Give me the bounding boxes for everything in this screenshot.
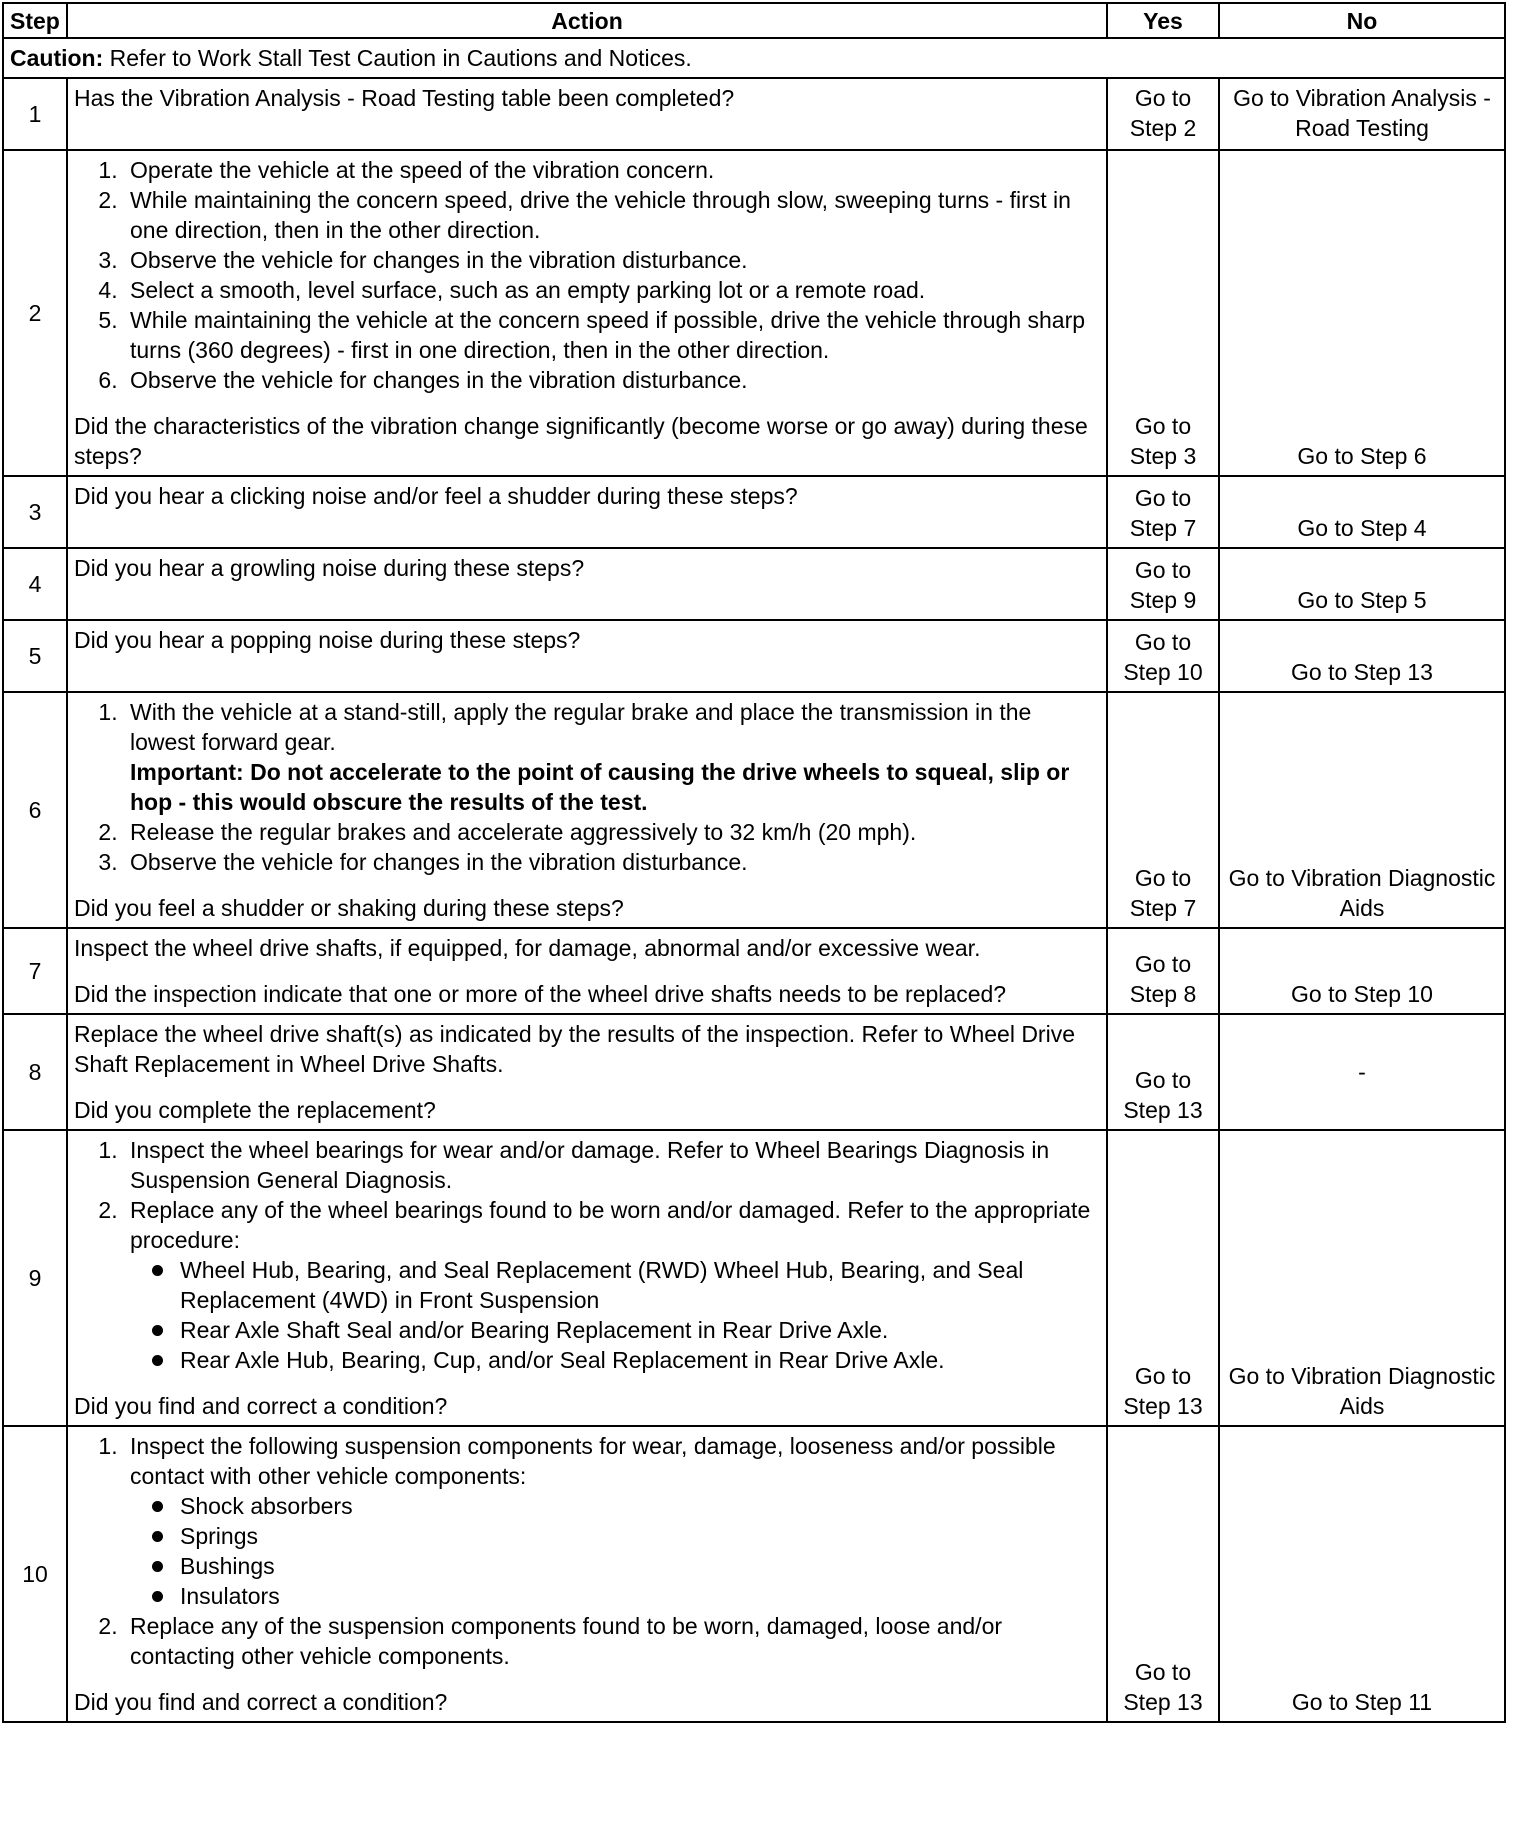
yes-link[interactable]: Go to Step 7	[1107, 692, 1219, 928]
no-link[interactable]: Go to Step 10	[1219, 928, 1505, 1014]
no-link[interactable]: Go to Vibration Diagnostic Aids	[1219, 1130, 1505, 1426]
step-number: 4	[3, 548, 67, 620]
list-item: 5. While maintaining the vehicle at the concern speed if possible, drive the vehicle through sharp turns (360 degrees) - first in one direction, then in the other direction.	[124, 305, 1100, 365]
list-item-text: With the vehicle at a stand-still, apply the regular brake and place the transmission in the lowest forward gear.	[130, 699, 1032, 755]
list-item-text: Inspect the following suspension components for wear, damage, looseness and/or possible contact with other vehicle components:	[130, 1433, 1056, 1489]
procedure-list	[74, 1431, 1100, 1671]
yes-link[interactable]: Go to Step 3	[1107, 150, 1219, 476]
action-cell	[67, 548, 1107, 620]
caution-label: Caution:	[10, 45, 104, 71]
table-row-step-1	[3, 78, 1505, 150]
step-number: 5	[3, 620, 67, 692]
bullet-list	[130, 1491, 1100, 1611]
procedure-list	[74, 155, 1100, 395]
step-number: 6	[3, 692, 67, 928]
action-cell	[67, 692, 1107, 928]
bullet-item: Shock absorbers	[180, 1491, 1100, 1521]
table-row-step-2	[3, 150, 1505, 476]
table-row-step-8	[3, 1014, 1505, 1130]
question: Has the Vibration Analysis - Road Testing table been completed?	[74, 85, 735, 111]
step-number: 9	[3, 1130, 67, 1426]
list-item	[124, 1195, 1100, 1375]
header-no: No	[1219, 3, 1505, 38]
bullet-item: Rear Axle Hub, Bearing, Cup, and/or Seal Replacement in Rear Drive Axle.	[180, 1345, 1100, 1375]
yes-link[interactable]: Go to Step 13	[1107, 1130, 1219, 1426]
step-number: 2	[3, 150, 67, 476]
bullet-item: Insulators	[180, 1581, 1100, 1611]
list-item: 4. Select a smooth, level surface, such as an empty parking lot or a remote road.	[124, 275, 1100, 305]
no-link[interactable]: Go to Step 5	[1219, 548, 1505, 620]
list-item	[124, 697, 1100, 817]
question: Did the characteristics of the vibration change significantly (become worse or go away) during these steps?	[74, 413, 1088, 469]
table-row-step-7	[3, 928, 1505, 1014]
step-number: 7	[3, 928, 67, 1014]
list-item: 1. Operate the vehicle at the speed of the vibration concern.	[124, 155, 1100, 185]
bullet-item: Rear Axle Shaft Seal and/or Bearing Replacement in Rear Drive Axle.	[180, 1315, 1100, 1345]
bullet-item: Springs	[180, 1521, 1100, 1551]
list-item-text: Replace any of the wheel bearings found to be worn and/or damaged. Refer to the appropriate procedure:	[130, 1197, 1091, 1253]
list-item: 3. Observe the vehicle for changes in the vibration disturbance.	[124, 245, 1100, 275]
yes-link[interactable]: Go to Step 13	[1107, 1014, 1219, 1130]
list-item: 6. Observe the vehicle for changes in the vibration disturbance.	[124, 365, 1100, 395]
question: Did you feel a shudder or shaking during these steps?	[74, 895, 624, 921]
no-link[interactable]: Go to Step 6	[1219, 150, 1505, 476]
procedure-list	[74, 697, 1100, 877]
instruction-text: Replace the wheel drive shaft(s) as indicated by the results of the inspection. Refer to Wheel Drive Shaft Replacement in Wheel Drive Shafts.	[74, 1021, 1075, 1077]
step-number: 8	[3, 1014, 67, 1130]
important-note: Important: Do not accelerate to the point of causing the drive wheels to squeal, slip or hop - this would obscure the results of the test.	[130, 759, 1070, 815]
procedure-list	[74, 1135, 1100, 1375]
action-cell	[67, 620, 1107, 692]
list-item	[124, 1431, 1100, 1611]
yes-link[interactable]: Go to Step 9	[1107, 548, 1219, 620]
step-number: 10	[3, 1426, 67, 1722]
table-row-step-10	[3, 1426, 1505, 1722]
header-row	[3, 3, 1505, 38]
list-item: 2. Release the regular brakes and accelerate aggressively to 32 km/h (20 mph).	[124, 817, 1100, 847]
step-number: 3	[3, 476, 67, 548]
question: Did you find and correct a condition?	[74, 1393, 448, 1419]
bullet-list	[130, 1255, 1100, 1375]
action-cell	[67, 928, 1107, 1014]
header-yes: Yes	[1107, 3, 1219, 38]
action-cell	[67, 1426, 1107, 1722]
bullet-item: Bushings	[180, 1551, 1100, 1581]
action-cell	[67, 476, 1107, 548]
action-cell	[67, 78, 1107, 150]
list-item: 1. Inspect the wheel bearings for wear and/or damage. Refer to Wheel Bearings Diagnosis in Suspension General Diagnosis.	[124, 1135, 1100, 1195]
yes-link[interactable]: Go to Step 10	[1107, 620, 1219, 692]
table-row-step-6	[3, 692, 1505, 928]
table-row-step-3	[3, 476, 1505, 548]
yes-link[interactable]: Go to Step 2	[1107, 78, 1219, 150]
yes-link[interactable]: Go to Step 8	[1107, 928, 1219, 1014]
yes-link[interactable]: Go to Step 13	[1107, 1426, 1219, 1722]
diagnostic-table	[2, 2, 1506, 1723]
list-item: 2. Replace any of the suspension components found to be worn, damaged, loose and/or contacting other vehicle components.	[124, 1611, 1100, 1671]
action-cell	[67, 1014, 1107, 1130]
question: Did you complete the replacement?	[74, 1097, 436, 1123]
action-cell	[67, 150, 1107, 476]
step-number: 1	[3, 78, 67, 150]
no-value: -	[1219, 1014, 1505, 1130]
no-link[interactable]: Go to Vibration Diagnostic Aids	[1219, 692, 1505, 928]
question: Did you find and correct a condition?	[74, 1689, 448, 1715]
no-link[interactable]: Go to Vibration Analysis - Road Testing	[1219, 78, 1505, 150]
instruction-text: Inspect the wheel drive shafts, if equipped, for damage, abnormal and/or excessive wear.	[74, 935, 981, 961]
list-item: 3. Observe the vehicle for changes in the vibration disturbance.	[124, 847, 1100, 877]
question: Did the inspection indicate that one or more of the wheel drive shafts needs to be replaced?	[74, 981, 1007, 1007]
header-step: Step	[3, 3, 67, 38]
table-row-step-5	[3, 620, 1505, 692]
caution-row	[3, 38, 1505, 78]
no-link[interactable]: Go to Step 4	[1219, 476, 1505, 548]
bullet-item: Wheel Hub, Bearing, and Seal Replacement (RWD) Wheel Hub, Bearing, and Seal Replacement (4WD) in Front Suspension	[180, 1255, 1100, 1315]
table-row-step-4	[3, 548, 1505, 620]
no-link[interactable]: Go to Step 11	[1219, 1426, 1505, 1722]
caution-cell	[3, 38, 1505, 78]
list-item: 2. While maintaining the concern speed, drive the vehicle through slow, sweeping turns - first in one direction, then in the other direction.	[124, 185, 1100, 245]
diagnostic-table-wrapper	[2, 2, 1506, 1723]
action-cell	[67, 1130, 1107, 1426]
table-row-step-9	[3, 1130, 1505, 1426]
question: Did you hear a popping noise during these steps?	[74, 627, 581, 653]
question: Did you hear a clicking noise and/or feel a shudder during these steps?	[74, 483, 798, 509]
yes-link[interactable]: Go to Step 7	[1107, 476, 1219, 548]
question: Did you hear a growling noise during these steps?	[74, 555, 585, 581]
header-action: Action	[67, 3, 1107, 38]
caution-text: Refer to Work Stall Test Caution in Cautions and Notices.	[103, 45, 692, 71]
no-link[interactable]: Go to Step 13	[1219, 620, 1505, 692]
